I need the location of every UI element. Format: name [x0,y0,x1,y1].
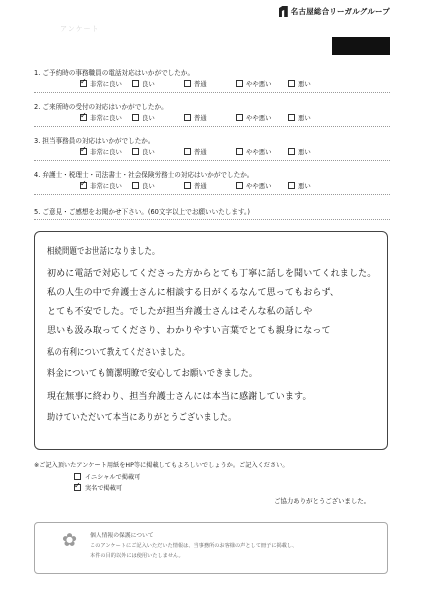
privacy-line-2: 本件の目的以外には使用いたしません。 [90,553,184,559]
checkbox[interactable] [288,114,295,121]
handwritten-line: 思いも汲み取ってくださり、わかりやすい言葉でとても親身になって [47,326,331,336]
rating-option[interactable] [236,113,288,122]
rating-option[interactable] [132,147,184,156]
rating-option[interactable] [288,181,340,190]
question-3-label: 3. 担当事務員の対応はいかがでしたか。 [34,137,155,145]
checkbox[interactable] [80,114,87,121]
checkbox[interactable] [184,182,191,189]
rating-option-label: 悪い [298,148,311,156]
rating-option[interactable] [184,181,236,190]
faint-watermark-text: アンケート [60,25,100,33]
checkbox[interactable] [288,182,295,189]
question-1-options [80,79,340,88]
checkbox[interactable] [236,114,243,121]
rating-option-label: 普通 [194,148,207,156]
question-2-options [80,113,340,122]
checkbox[interactable] [184,80,191,87]
publication-note: ※ご記入頂いたアンケート用紙をHP等に掲載してもよろしいでしょうか。ご記入ください。 [34,462,289,469]
publication-option[interactable] [74,483,122,492]
divider [34,160,390,161]
rating-option-label: 悪い [298,114,311,122]
rating-option[interactable] [236,181,288,190]
checkbox[interactable] [132,182,139,189]
handwritten-line: 私の有利について教えてくださいました。 [47,348,190,358]
checkbox[interactable] [80,182,87,189]
rating-option[interactable] [288,113,340,122]
checkbox[interactable] [74,473,81,480]
checkbox[interactable] [288,148,295,155]
rating-option[interactable] [236,147,288,156]
handwritten-line: 料金についても簡潔明瞭で安心してお願いできました。 [47,369,258,379]
flower-icon: ✿ [62,530,78,551]
rating-option[interactable] [80,113,132,122]
rating-option-label: 良い [142,114,155,122]
question-1-label: 1. ご予約時の事務職員の電話対応はいかがでしたか。 [34,69,195,77]
handwritten-line: 現在無事に終わり、担当弁護士さんには本当に感謝しています。 [47,392,312,402]
rating-option[interactable] [236,79,288,88]
question-5-label: 5. ご意見・ご感想をお聞かせ下さい。(60文字以上でお願いいたします。) [34,208,250,216]
question-4-label: 4. 弁護士・税理士・司法書士・社会保険労務士の対応はいかがでしたか。 [34,171,254,179]
rating-option[interactable] [132,79,184,88]
rating-option-label: 良い [142,80,155,88]
divider [34,219,390,220]
rating-option-label: 普通 [194,114,207,122]
checkbox[interactable] [236,182,243,189]
rating-option-label: 悪い [298,182,311,190]
privacy-line-1: このアンケートにご記入いただいた情報は、当事務所のお客様の声として冊子に掲載し、 [90,543,298,549]
handwritten-line: 初めに電話で対応してくださった方からとても丁寧に話しを聞いてくれました。 [47,269,377,279]
redaction-block [332,37,390,55]
rating-option-label: 普通 [194,80,207,88]
handwritten-line: 私の人生の中で弁護士さんに相談する日がくるなんて思ってもおらず、 [47,288,340,298]
rating-option-label: 良い [142,182,155,190]
company-logo [279,6,390,17]
rating-option-label: やや悪い [246,80,272,88]
checkbox[interactable] [80,148,87,155]
divider [34,194,390,195]
rating-option[interactable] [184,79,236,88]
rating-option[interactable] [288,147,340,156]
thanks-text: ご協力ありがとうございました。 [274,497,370,505]
divider [34,126,390,127]
checkbox[interactable] [236,148,243,155]
handwritten-line: とても不安でした。でしたが担当弁護士さんはそんな私の話しや [47,307,313,317]
rating-option-label: 非常に良い [90,148,122,156]
rating-option[interactable] [80,147,132,156]
rating-option[interactable] [184,113,236,122]
checkbox[interactable] [288,80,295,87]
checkbox[interactable] [236,80,243,87]
question-2-label: 2. ご来所時の受付の対応はいかがでしたか。 [34,103,168,111]
checkbox[interactable] [132,80,139,87]
handwritten-line: 相続問題でお世話になりました。 [47,247,160,257]
company-logo-icon [279,6,288,17]
rating-option-label: 普通 [194,182,207,190]
publication-option-label: イニシャルで掲載可 [85,474,141,481]
question-4-options [80,181,340,190]
checkbox[interactable] [132,114,139,121]
checkbox[interactable] [184,148,191,155]
rating-option-label: 悪い [298,80,311,88]
rating-option-label: やや悪い [246,182,272,190]
divider [34,92,390,93]
company-name: 名古屋総合リーガルグループ [290,7,390,16]
rating-option-label: 非常に良い [90,182,122,190]
rating-option-label: やや悪い [246,114,272,122]
checkbox[interactable] [74,484,81,491]
rating-option[interactable] [288,79,340,88]
checkbox[interactable] [132,148,139,155]
rating-option[interactable] [80,181,132,190]
rating-option-label: 良い [142,148,155,156]
rating-option-label: 非常に良い [90,80,122,88]
privacy-title: 個人情報の保護について [90,533,154,539]
rating-option[interactable] [80,79,132,88]
publication-option-label: 実名で掲載可 [85,485,123,492]
rating-option[interactable] [132,113,184,122]
question-3-options [80,147,340,156]
rating-option-label: 非常に良い [90,114,122,122]
rating-option[interactable] [132,181,184,190]
checkbox[interactable] [184,114,191,121]
checkbox[interactable] [80,80,87,87]
rating-option-label: やや悪い [246,148,272,156]
rating-option[interactable] [184,147,236,156]
publication-option[interactable] [74,472,140,481]
handwritten-line: 助けていただいて本当にありがとうございました。 [47,413,237,423]
